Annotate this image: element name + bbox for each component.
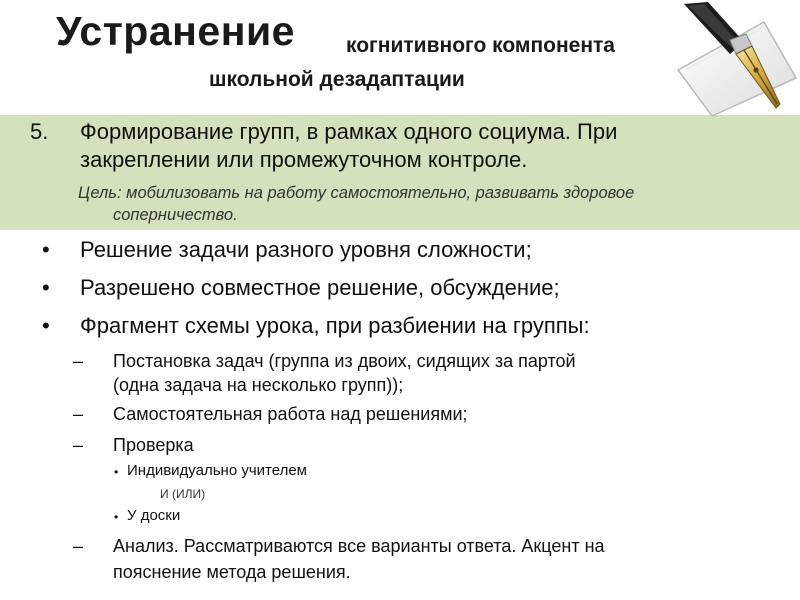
check-item-board: У доски [127, 507, 181, 524]
title-main: Устранение [56, 8, 295, 54]
goal-line2: соперничество. [113, 206, 238, 224]
dash-marker: – [73, 536, 84, 556]
item5-line1: Формирование групп, в рамках одного социума. При [80, 119, 618, 144]
bullet-dot: • [42, 313, 50, 338]
small-bullet-dot: • [114, 510, 119, 524]
fountain-pen-icon [672, 0, 800, 118]
list-number: 5. [30, 119, 49, 144]
bullet-item: Фрагмент схемы урока, при разбиении на группы: [80, 313, 590, 338]
subitem-task-line1: Постановка задач (группа из двоих, сидящих за партой [113, 351, 576, 371]
small-bullet-dot: • [114, 465, 119, 479]
title-line2: школьной дезадаптации [209, 68, 465, 91]
dash-marker: – [73, 435, 84, 455]
subitem-check: Проверка [113, 435, 194, 455]
bullet-item: Разрешено совместное решение, обсуждение; [80, 275, 560, 300]
dash-marker: – [73, 351, 84, 371]
bullet-dot: • [42, 237, 50, 262]
dash-marker: – [73, 404, 84, 424]
subitem-task-line2: (одна задача на несколько групп)); [113, 375, 404, 395]
goal-line1: Цель: мобилизовать на работу самостоятельно, развивать здоровое [78, 184, 635, 202]
check-or: И (ИЛИ) [160, 487, 206, 501]
subitem-analysis-line1: Анализ. Рассматриваются все варианты ответа. Акцент на [113, 536, 605, 556]
item5-line2: закреплении или промежуточном контроле. [80, 147, 528, 172]
check-item-teacher: Индивидуально учителем [127, 462, 307, 479]
bullet-item: Решение задачи разного уровня сложности; [80, 237, 532, 262]
subitem-analysis-line2: пояснение метода решения. [113, 562, 351, 582]
subitem-independent: Самостоятельная работа над решениями; [113, 404, 468, 424]
bullet-dot: • [42, 275, 50, 300]
title-rest: когнитивного компонента [346, 34, 615, 57]
